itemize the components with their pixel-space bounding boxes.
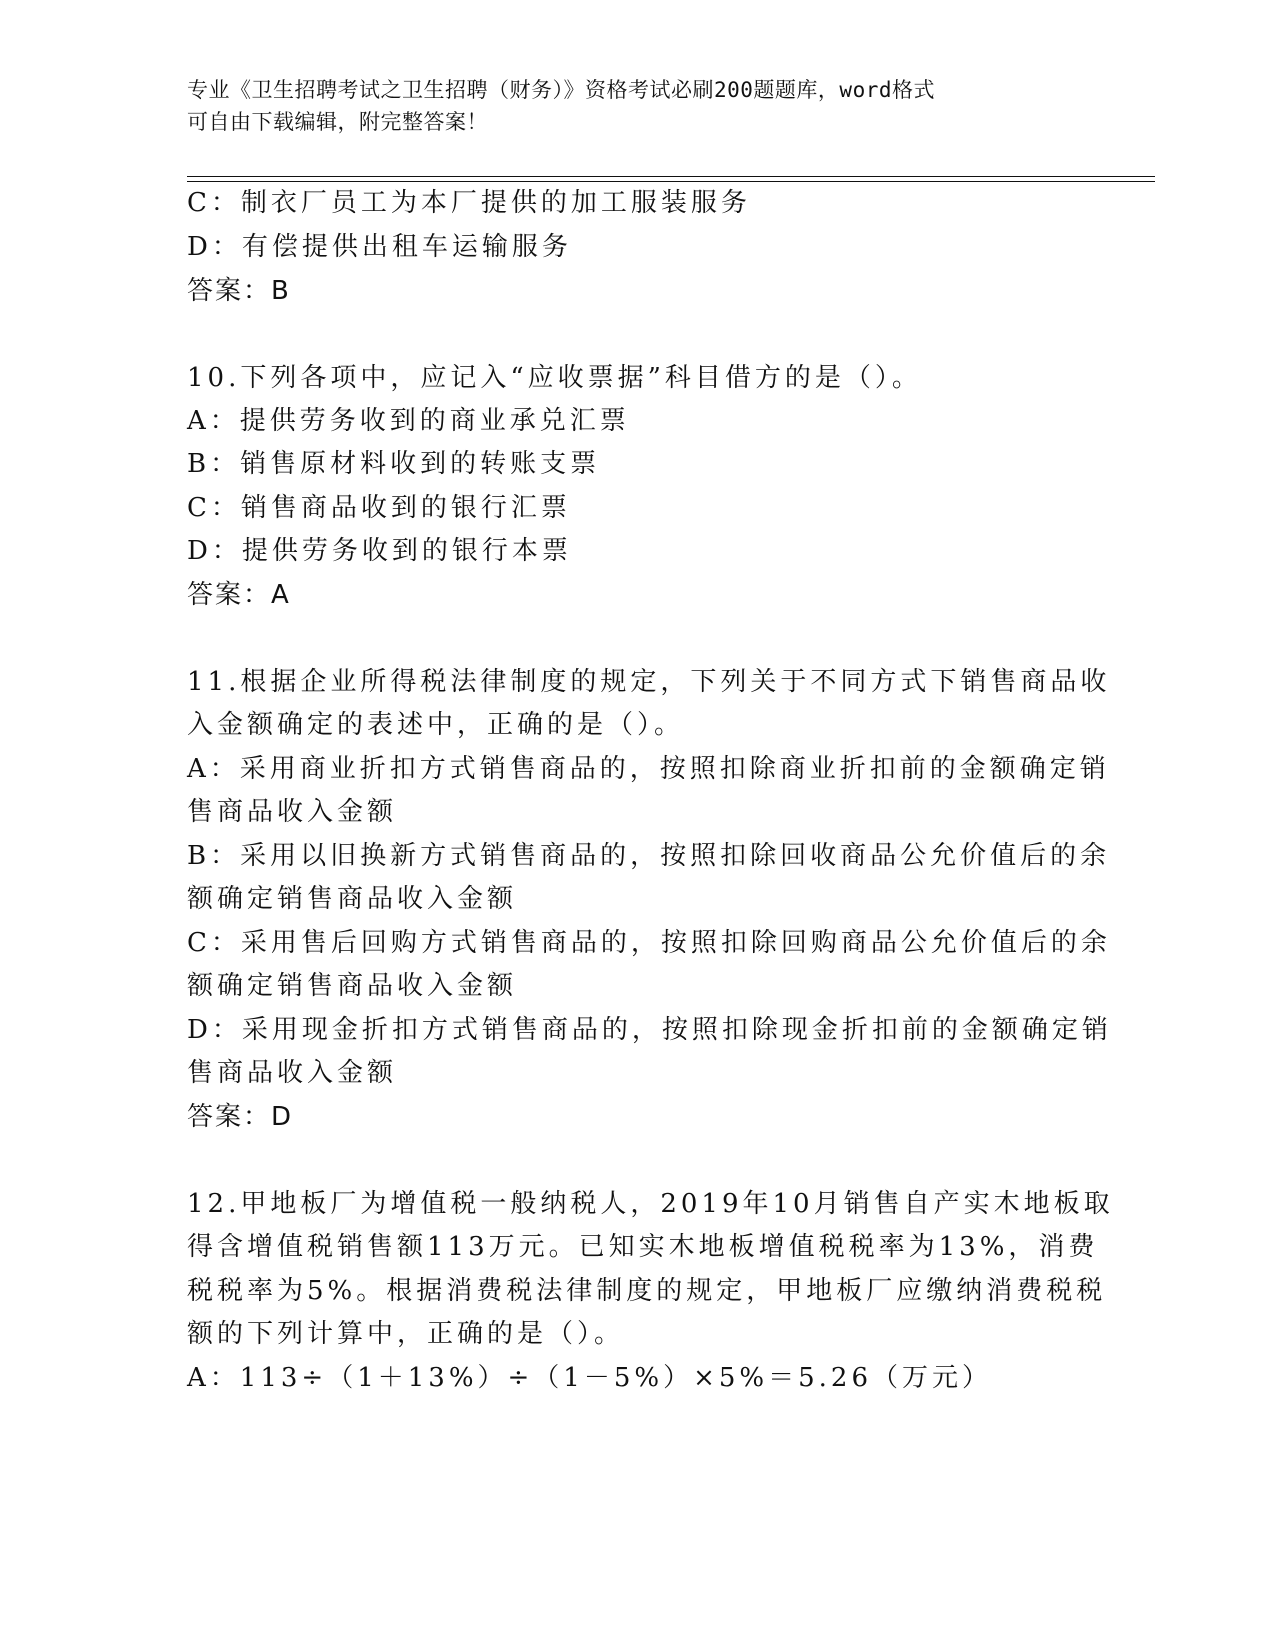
question-stem: 10.下列各项中，应记入“应收票据”科目借方的是（）。 [187, 363, 922, 393]
question-stem: 12.甲地板厂为增值税一般纳税人，2019年10月销售自产实木地板取 [187, 1189, 1114, 1219]
option-b-cont: 额确定销售商品收入金额 [187, 884, 518, 914]
answer: 答案：A [187, 580, 291, 610]
option-c: C：采用售后回购方式销售商品的，按照扣除回购商品公允价值后的余 [187, 928, 1111, 958]
header-rule-top [187, 176, 1155, 177]
answer: 答案：D [187, 1102, 294, 1132]
question-stem-cont: 税税率为5%。根据消费税法律制度的规定，甲地板厂应缴纳消费税税 [187, 1276, 1107, 1306]
header-line-1: 专业《卫生招聘考试之卫生招聘（财务）》资格考试必刷200题题库，word格式 [187, 78, 935, 102]
question-stem: 11.根据企业所得税法律制度的规定，下列关于不同方式下销售商品收 [187, 667, 1111, 697]
option-d: D：提供劳务收到的银行本票 [187, 536, 572, 566]
option-a: A：提供劳务收到的商业承兑汇票 [187, 406, 630, 436]
option-c-cont: 额确定销售商品收入金额 [187, 971, 518, 1001]
option-a-cont: 售商品收入金额 [187, 797, 398, 827]
question-stem-cont: 额的下列计算中，正确的是（）。 [187, 1319, 625, 1349]
page-header [187, 74, 1087, 138]
option-a: A：113÷（1＋13%）÷（1－5%）×5%＝5.26（万元） [187, 1363, 993, 1393]
option-b: B：销售原材料收到的转账支票 [187, 449, 601, 479]
answer: 答案：B [187, 276, 291, 306]
question-stem-cont: 得含增值税销售额113万元。已知实木地板增值税税率为13%，消费 [187, 1232, 1099, 1262]
header-line-2: 可自由下载编辑，附完整答案！ [187, 110, 488, 134]
question-stem-cont: 入金额确定的表述中，正确的是（）。 [187, 710, 685, 740]
option-d-cont: 售商品收入金额 [187, 1058, 398, 1088]
option-d: D：采用现金折扣方式销售商品的，按照扣除现金折扣前的金额确定销 [187, 1015, 1112, 1045]
option-c: C：销售商品收到的银行汇票 [187, 493, 571, 523]
option-d: D：有偿提供出租车运输服务 [187, 232, 572, 262]
option-a: A：采用商业折扣方式销售商品的，按照扣除商业折扣前的金额确定销 [187, 754, 1110, 784]
option-c: C：制衣厂员工为本厂提供的加工服装服务 [187, 188, 751, 218]
option-b: B：采用以旧换新方式销售商品的，按照扣除回收商品公允价值后的余 [187, 841, 1111, 871]
